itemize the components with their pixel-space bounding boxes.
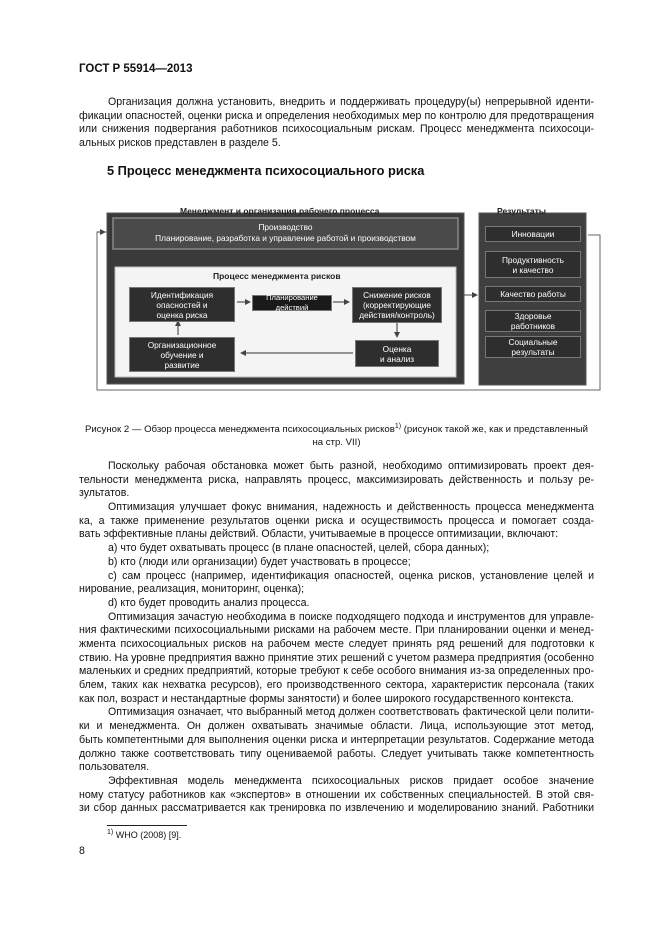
text-line: b) кто (люди или организации) будет участвовать в процессе;: [108, 555, 411, 568]
text-line: зультатов.: [79, 487, 130, 500]
caption-text: Рисунок 2 — Обзор процесса менеджмента психосоциальных рисков: [84, 424, 395, 436]
box-line: действия/контроль): [359, 310, 435, 320]
box-line: оценка риска: [156, 309, 208, 320]
text-line: быть компетентными для выполнения оценки риска и интерпретации результатов. Содержание метода: [79, 733, 594, 746]
text-line: Оптимизация улучшает фокус внимания, надежность и действенность процесса менеджмента: [108, 501, 594, 514]
box-line: развитие: [164, 359, 200, 370]
result-social: [485, 336, 581, 358]
production-text: [113, 222, 458, 243]
text-line: Оптимизация зачастую необходима в поиске подходящего подхода и инструментов для управле-: [108, 610, 594, 623]
text-line: нирование, реализация, мониторинг, оценка);: [79, 583, 305, 596]
result-innovation: Инновации: [485, 226, 581, 242]
section-title: 5 Процесс менеджмента психосоциального риска: [107, 163, 425, 178]
text-line: ному статусу работников как «экспертов» в отношении их собственных специальностей. В этой свя-: [79, 788, 594, 801]
footnote-separator: [107, 825, 187, 826]
result-productivity: [485, 251, 581, 278]
text-line: Оптимизация означает, что выбранный метод должен соответствовать фактической цели полити-: [108, 706, 594, 719]
page-number: 8: [79, 845, 85, 857]
document-header: ГОСТ Р 55914—2013: [79, 63, 193, 75]
text-line: должно также соответствовать типу оцениваемой работы. Следует учитывать также компетентность: [79, 747, 594, 760]
risk-management-diagram: [85, 195, 615, 403]
text-line: ка, а также применение результатов оценки риска и осуществимость процесса и помогает созда-: [79, 514, 594, 527]
text-line: Поскольку рабочая обстановка может быть разной, необходимо оптимизировать проект дея-: [108, 460, 594, 472]
text-line: или снижения подвергания работников психосоциальным рискам. Процесс менеджмента психосоци-: [79, 123, 594, 136]
box-line: работников: [510, 321, 556, 331]
text-line: вать эффективные планы действий. Области, учитываемые в процессе оптимизации, включают:: [79, 528, 559, 541]
text-line: тельности менеджмента риска, направлять процесс, максимизировать действенность и пользу ре-: [79, 473, 594, 486]
text-line: Эффективная модель менеджмента психосоциальных рисков придает особое значение: [108, 774, 594, 787]
figure-caption: [79, 421, 594, 449]
text-line: как пол, возраст и нестандартные формы занятости) и более широкого государственного контекста.: [79, 692, 574, 705]
box-line: результаты: [511, 347, 555, 357]
box-line: Оценка: [382, 343, 412, 354]
text-line: маленьких и средних предприятий, которые требуют к себе особого внимания из-за определенных про-: [79, 665, 594, 678]
box-line: опасностей и: [156, 299, 208, 310]
text-line: с) сам процесс (например, идентификация опасностей, оценка рисков, установление целей и: [108, 569, 594, 582]
text-line: ствию. На уровне предприятия важно принятие этих решений с учетом размера предприятия (особенно: [79, 651, 594, 664]
box-line: и качество: [512, 264, 554, 275]
text-line: зи сбор данных рассматривается как тренировка по извлечению и моделированию знаний. Работники: [79, 802, 594, 815]
caption-footnote-ref: 1): [394, 423, 402, 430]
footnote: [107, 829, 181, 840]
text-line: Организация должна установить, внедрить и поддерживать процедуру(ы) непрерывной иденти-: [108, 96, 594, 108]
box-risk-reduction: [352, 287, 442, 323]
box-line: Социальные: [508, 337, 558, 347]
caption-text: на стр. VII): [312, 436, 361, 448]
text-line: блем, таких как нехватка ресурсов), его производственного сектора, характеристик персонала (таких: [79, 679, 594, 692]
box-action-planning: Планирование действий: [252, 295, 332, 311]
production-subtitle: Планирование, разработка и управление работой и производством: [155, 232, 416, 243]
text-line: пользователя.: [79, 761, 150, 774]
box-line: Идентификация: [150, 289, 214, 300]
box-identification: [129, 287, 235, 322]
results-label: Результаты: [497, 206, 547, 216]
process-label: Процесс менеджмента рисков: [213, 271, 341, 281]
production-title: Производство: [258, 222, 313, 232]
text-line: жмента психосоциальных рисков на рабочем месте следует принять ряд решений для подготовки к: [79, 638, 594, 651]
box-line: обучение и: [160, 349, 204, 360]
text-line: ки и менеджмента. Он должен охватывать значимые области. Лица, использующие этот метод,: [79, 720, 594, 733]
result-health: [485, 310, 581, 332]
box-org-learning: [129, 337, 235, 372]
caption-text: (рисунок такой же, как и представленный: [401, 424, 589, 436]
box-line: Здоровье: [514, 311, 552, 321]
outer-label: Менеджмент и организация рабочего процесса: [180, 206, 380, 216]
footnote-mark: 1): [107, 829, 114, 836]
body-text: [79, 460, 594, 816]
text-line: фикации опасностей, оценки риска и определения необходимых мер по контролю для предотвращения: [79, 109, 594, 122]
box-line: Снижение рисков: [363, 290, 431, 300]
footnote-text: WHO (2008) [9].: [113, 830, 182, 840]
box-line: Продуктивность: [501, 254, 565, 265]
box-evaluation: [355, 340, 439, 367]
text-line: d) кто будет проводить анализ процесса.: [108, 596, 310, 609]
text-line: ния фактическими психосоциальными рисками на рабочем месте. При планировании оценки и менед-: [79, 624, 594, 637]
box-line: Организационное: [147, 339, 217, 350]
text-line: альных рисков представлен в разделе 5.: [79, 137, 281, 150]
box-line: и анализ: [379, 353, 415, 364]
text-line: а) что будет охватывать процесс (в плане опасностей, целей, сбора данных);: [108, 542, 490, 555]
intro-paragraph: [79, 96, 594, 151]
box-line: (корректирующие: [362, 300, 432, 310]
result-work-quality: Качество работы: [485, 286, 581, 302]
